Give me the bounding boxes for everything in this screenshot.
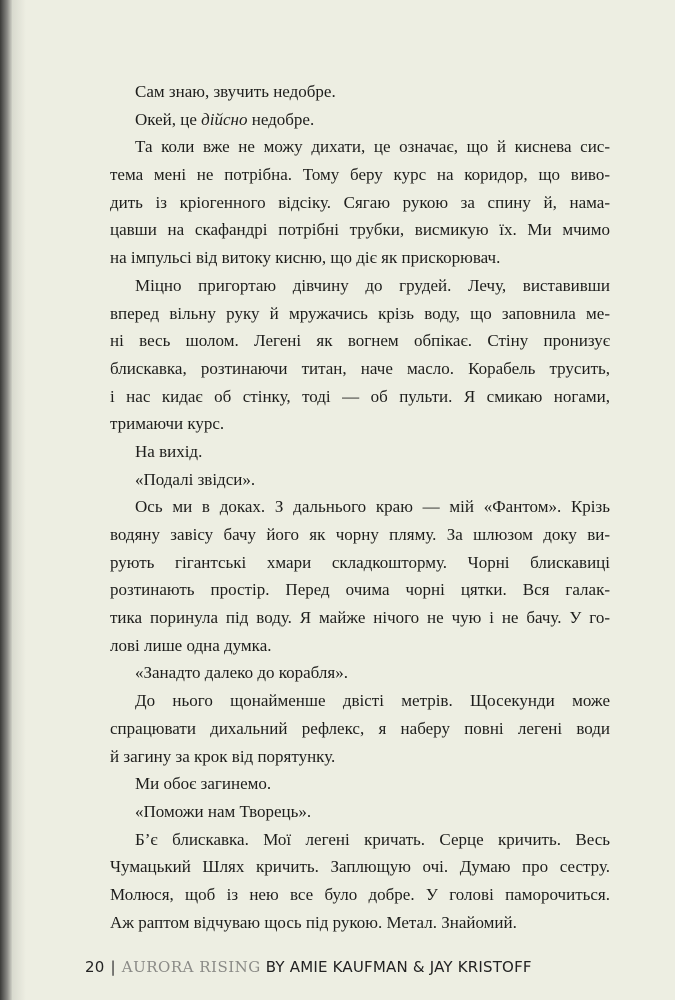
text-line: рують гігантські хмари складкошторму. Чорні блискавиці [110, 552, 610, 572]
paragraph [110, 438, 610, 466]
paragraph [110, 78, 610, 106]
text-line: й загину за крок від порятунку. [110, 746, 336, 766]
page-gutter [12, 0, 26, 1000]
text-line: дить із кріогенного відсіку. Сягаю рукою за спину й, нама- [110, 192, 610, 212]
text-line: На вихід. [135, 441, 203, 461]
text-line: Міцно пригортаю дівчину до грудей. Лечу, виставивши [135, 275, 610, 295]
text-line: Молюся, щоб із нею все було добре. У голові паморочиться. [110, 884, 610, 904]
text-line: цавши на скафандрі потрібні трубки, висмикую їх. Ми мчимо [110, 220, 610, 240]
paragraph [110, 106, 610, 134]
paragraph [110, 466, 610, 494]
paragraph [110, 826, 610, 937]
text-line: тика поринула під воду. Я майже нічого не чую і не бачу. У го- [110, 608, 610, 628]
text-line: «Подалі звідси». [135, 469, 256, 489]
paragraph [110, 798, 610, 826]
paragraph [110, 659, 610, 687]
text-line: тема мені не потрібна. Тому беру курс на коридор, що виво- [110, 165, 610, 185]
text-line: До нього щонайменше двісті метрів. Щосекунди може [135, 691, 610, 711]
text-line: блискавка, розтинаючи титан, наче масло. Корабель трусить, [110, 358, 610, 378]
footer-separator: | [110, 958, 116, 976]
book-authors: BY AMIE KAUFMAN & JAY KRISTOFF [265, 958, 532, 976]
text-line: Ось ми в доках. З дальнього краю — мій «Фантом». Крізь [135, 497, 610, 517]
text-line: Ми обоє загинемо. [135, 774, 272, 794]
paragraph [110, 770, 610, 798]
text-line: Б’є блискавка. Мої легені кричать. Серце кричить. Весь [135, 829, 610, 849]
text-line: спрацювати дихальний рефлекс, я наберу повні легені води [110, 718, 610, 738]
text-line: Чумацький Шлях кричить. Заплющую очі. Думаю про сестру. [110, 857, 610, 877]
text-line: водяну завісу бачу його як чорну пляму. За шлюзом доку ви- [110, 525, 610, 544]
paragraph [110, 687, 610, 770]
text-line: Окей, це дійсно недобре. [135, 109, 315, 129]
text-line: і нас кидає об стінку, тоді — об пульти. Я смикаю ногами, [110, 386, 610, 406]
page-binding-shadow [0, 0, 12, 1000]
emphasis: дійсно [201, 109, 248, 129]
text-line: Та коли вже не можу дихати, це означає, що й киснева сис- [135, 137, 610, 157]
body-text [110, 78, 610, 936]
book-title: AURORA RISING [121, 958, 261, 976]
text-line: Аж раптом відчуваю щось під рукою. Метал. Знайомий. [110, 912, 517, 932]
paragraph [110, 493, 610, 659]
page-number: 20 [85, 958, 105, 976]
text-line: розтинають простір. Перед очима чорні цятки. Вся галак- [110, 580, 610, 600]
page-footer [85, 958, 532, 976]
text-line: вперед вільну руку й мружачись крізь воду, що заповнила ме- [110, 303, 610, 323]
text-line: «Поможи нам Творець». [135, 801, 312, 821]
text-line: тримаючи курс. [110, 414, 225, 434]
text-line: лові лише одна думка. [110, 635, 272, 655]
text-line: Сам знаю, звучить недобре. [135, 82, 336, 101]
text-line: на імпульсі від витоку кисню, що діє як прискорювач. [110, 248, 501, 268]
paragraph [110, 133, 610, 271]
text-line: ні весь шолом. Легені як вогнем обпікає. Стіну пронизує [110, 331, 610, 351]
text-line: «Занадто далеко до корабля». [135, 663, 348, 683]
paragraph [110, 272, 610, 438]
